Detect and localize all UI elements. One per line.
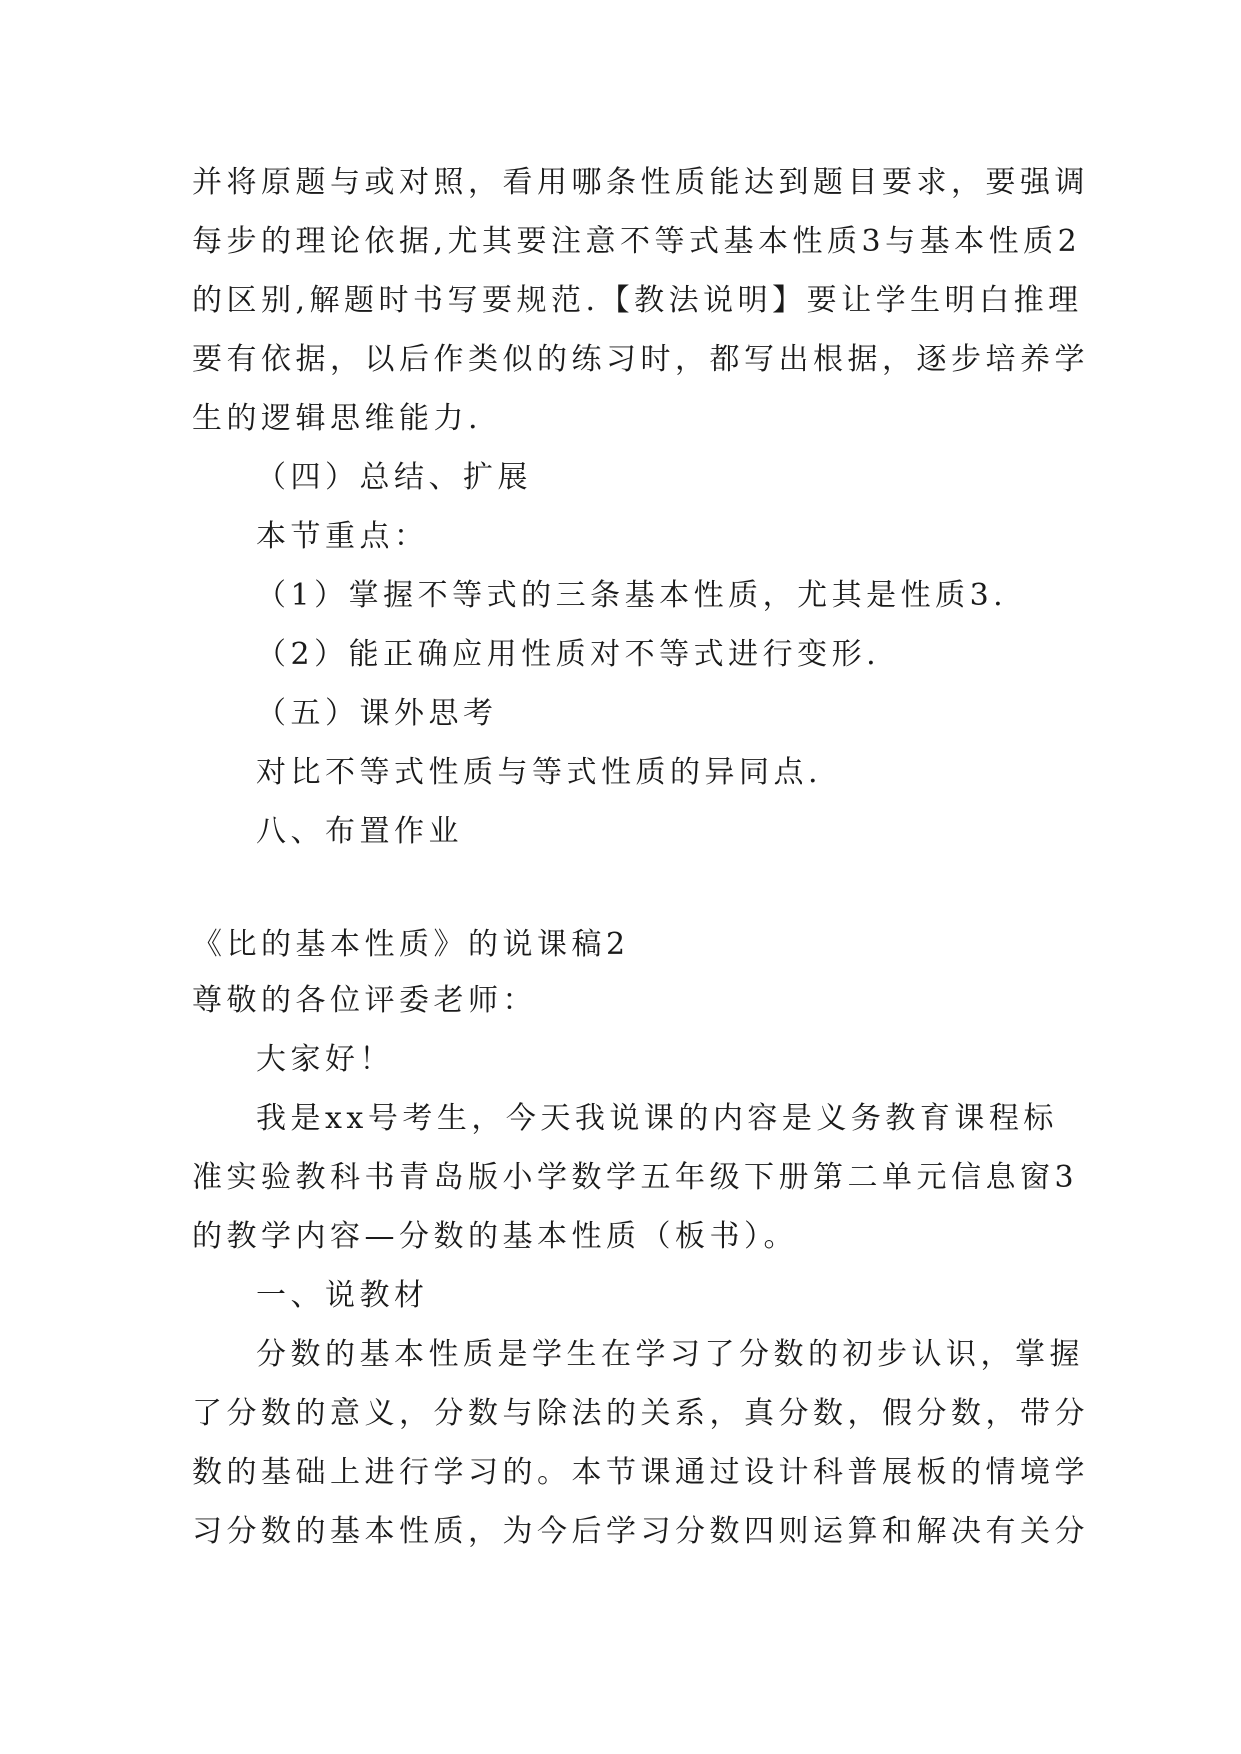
paragraph-line: 准实验教科书青岛版小学数学五年级下册第二单元信息窗3 [192, 1160, 1079, 1195]
paragraph-line: 了分数的意义，分数与除法的关系，真分数，假分数，带分 [192, 1396, 1089, 1431]
paragraph-line: 数的基础上进行学习的。本节课通过设计科普展板的情境学 [192, 1455, 1089, 1490]
salutation: 尊敬的各位评委老师： [192, 983, 537, 1018]
section-heading: （五）课外思考 [256, 696, 498, 731]
greeting: 大家好！ [256, 1042, 394, 1077]
section-heading: 八、布置作业 [256, 814, 463, 849]
paragraph-line: 分数的基本性质是学生在学习了分数的初步认识，掌握 [256, 1337, 1084, 1372]
paragraph-line: 生的逻辑思维能力. [192, 401, 483, 436]
paragraph-line: 对比不等式性质与等式性质的异同点. [256, 755, 823, 790]
paragraph-line: 我是xx号考生，今天我说课的内容是义务教育课程标 [256, 1101, 1058, 1136]
section-heading: （四）总结、扩展 [256, 460, 532, 495]
paragraph-line: 习分数的基本性质，为今后学习分数四则运算和解决有关分 [192, 1514, 1089, 1549]
list-item: （2）能正确应用性质对不等式进行变形. [256, 637, 881, 672]
paragraph-line: 的教学内容—分数的基本性质（板书）。 [192, 1219, 798, 1254]
paragraph-line: 的区别,解题时书写要规范.【教法说明】要让学生明白推理 [192, 283, 1083, 318]
paragraph-line: 并将原题与或对照，看用哪条性质能达到题目要求，要强调 [192, 165, 1089, 200]
section-heading: 一、说教材 [256, 1278, 429, 1313]
document-title: 《比的基本性质》的说课稿2 [192, 927, 630, 962]
paragraph-line: 要有依据，以后作类似的练习时，都写出根据，逐步培养学 [192, 342, 1089, 377]
paragraph-line: 本节重点： [256, 519, 429, 554]
list-item: （1）掌握不等式的三条基本性质，尤其是性质3. [256, 578, 1008, 613]
paragraph-line: 每步的理论依据,尤其要注意不等式基本性质3与基本性质2 [192, 224, 1082, 259]
